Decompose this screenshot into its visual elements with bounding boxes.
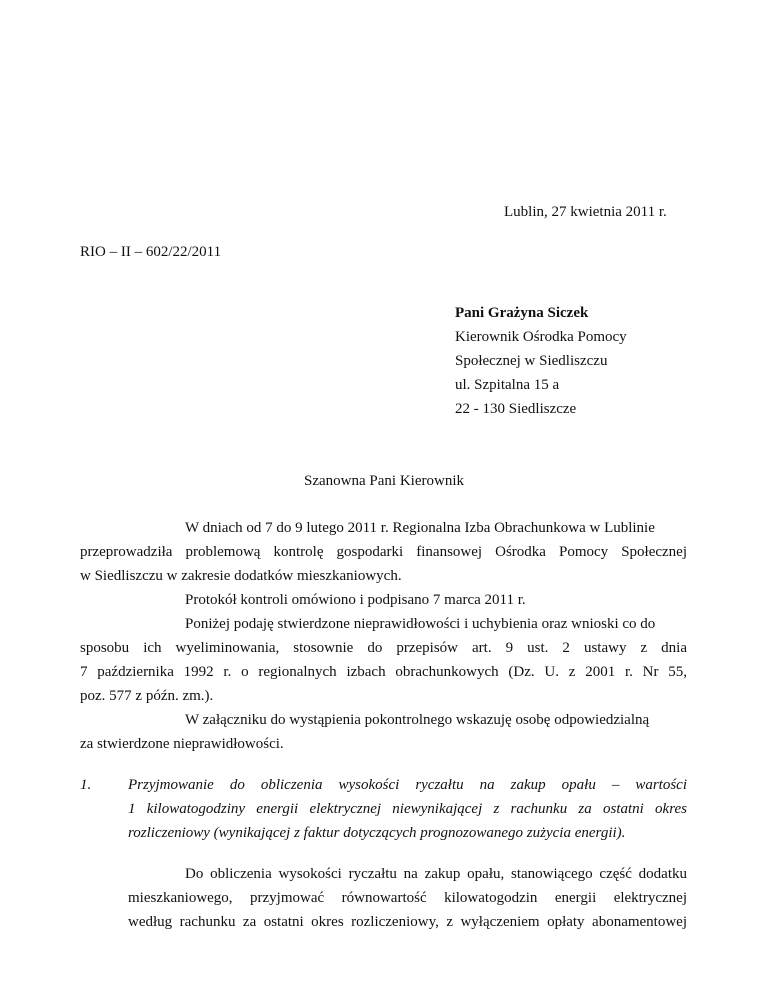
recipient-street: ul. Szpitalna 15 a <box>455 377 560 393</box>
paragraph-3-line-2: sposobu ich wyeliminowania, stosownie do przepisów art. 9 ust. 2 ustawy z dnia <box>80 640 687 656</box>
paragraph-4-line-2: za stwierdzone nieprawidłowości. <box>80 736 284 752</box>
paragraph-3-line-3: 7 października 1992 r. o regionalnych izbach obrachunkowych (Dz. U. z 2001 r. Nr 55, <box>80 664 687 680</box>
reference-number: RIO – II – 602/22/2011 <box>80 244 222 260</box>
paragraph-3-line-4: poz. 577 z późn. zm.). <box>80 688 214 704</box>
finding-number: 1. <box>80 777 92 793</box>
recipient-address-block <box>455 301 627 421</box>
paragraph-3-line-1: Poniżej podaję stwierdzone nieprawidłowości i uchybienia oraz wnioski co do <box>185 616 656 632</box>
finding-line-2: 1 kilowatogodziny energii elektrycznej niewynikającej z rachunku za ostatni okres <box>128 801 687 817</box>
paragraph-1-line-2: przeprowadziła problemową kontrolę gospodarki finansowej Ośrodka Pomocy Społecznej <box>80 544 687 560</box>
finding-line-3: rozliczeniowy (wynikającej z faktur dotyczących prognozowanego zużycia energii). <box>128 825 626 841</box>
recipient-city: 22 - 130 Siedliszcze <box>455 401 577 417</box>
finding-line-1: Przyjmowanie do obliczenia wysokości ryczałtu na zakup opału – wartości <box>128 777 687 793</box>
recipient-title: Kierownik Ośrodka Pomocy <box>455 329 627 345</box>
recommendation-line-3: według rachunku za ostatni okres rozliczeniowy, z wyłączeniem opłaty abonamentowej <box>128 914 687 930</box>
letter-date: Lublin, 27 kwietnia 2011 r. <box>504 204 667 220</box>
recommendation-line-2: mieszkaniowego, przyjmować równowartość kilowatogodzin energii elektrycznej <box>128 890 687 906</box>
paragraph-1-line-3: w Siedliszczu w zakresie dodatków mieszkaniowych. <box>80 568 402 584</box>
salutation: Szanowna Pani Kierownik <box>304 473 464 489</box>
recipient-name: Pani Grażyna Siczek <box>455 305 589 321</box>
recommendation-line-1: Do obliczenia wysokości ryczałtu na zakup opału, stanowiącego część dodatku <box>185 866 687 882</box>
paragraph-1-line-1: W dniach od 7 do 9 lutego 2011 r. Regionalna Izba Obrachunkowa w Lublinie <box>185 520 655 536</box>
recipient-institution: Społecznej w Siedliszczu <box>455 353 608 369</box>
paragraph-4-line-1: W załączniku do wystąpienia pokontrolnego wskazuję osobę odpowiedzialną <box>185 712 650 728</box>
paragraph-2: Protokół kontroli omówiono i podpisano 7 marca 2011 r. <box>185 592 526 608</box>
